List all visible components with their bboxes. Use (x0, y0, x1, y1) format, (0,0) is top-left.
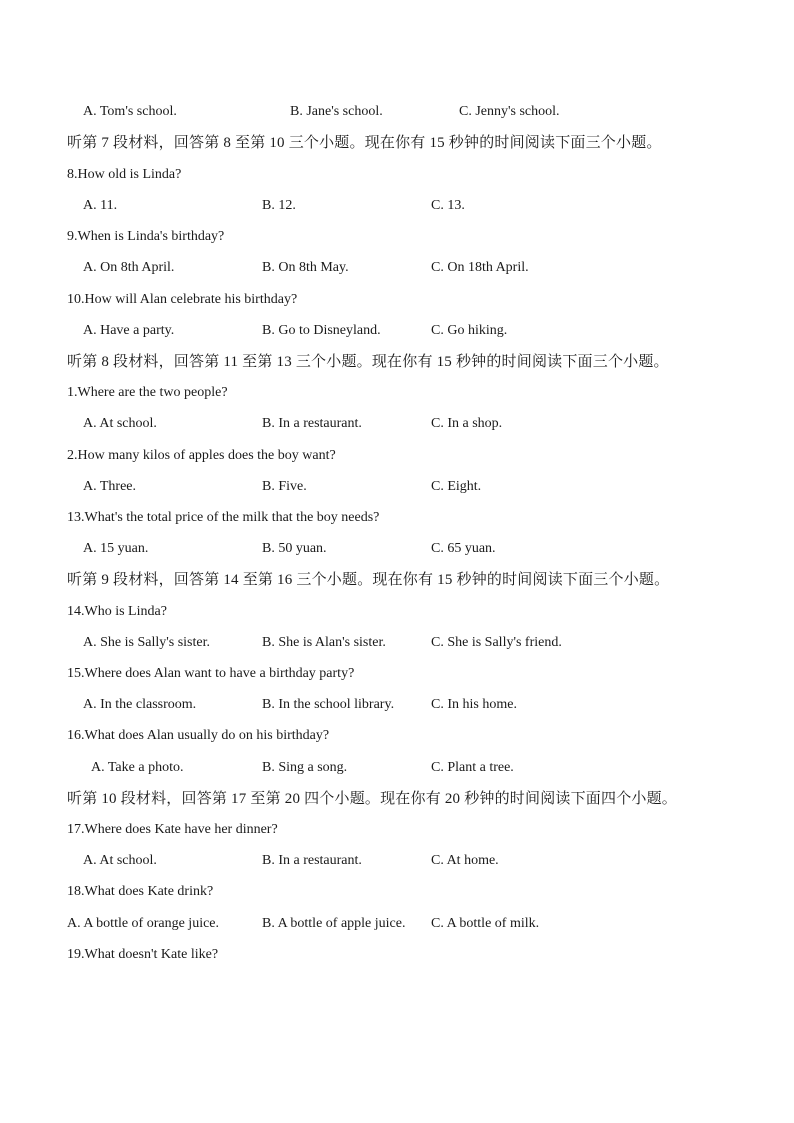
options-row (0, 476, 794, 498)
option-a: A. Take a photo. (91, 760, 184, 775)
section-heading: 听第 8 段材料，回答第 11 至第 13 三个小题。现在你有 15 秒钟的时间阅读下面三个小题。 (67, 354, 669, 370)
options-row (0, 320, 794, 342)
option-c: C. On 18th April. (431, 260, 529, 275)
option-c: C. 65 yuan. (431, 541, 496, 556)
option-c: C. Jenny's school. (459, 104, 560, 119)
option-a: A. On 8th April. (83, 260, 175, 275)
section-heading: 听第 9 段材料，回答第 14 至第 16 三个小题。现在你有 15 秒钟的时间阅读下面三个小题。 (67, 572, 670, 588)
option-a: A. At school. (83, 853, 157, 868)
question: 10.How will Alan celebrate his birthday? (67, 292, 298, 307)
option-b: B. In a restaurant. (262, 416, 362, 431)
options-row (0, 101, 794, 123)
options-row (0, 413, 794, 435)
option-b: B. 12. (262, 198, 296, 213)
options-row (0, 632, 794, 654)
option-b: B. Go to Disneyland. (262, 323, 381, 338)
option-b: B. In a restaurant. (262, 853, 362, 868)
options-row (0, 694, 794, 716)
option-c: C. Go hiking. (431, 323, 508, 338)
option-c: C. A bottle of milk. (431, 916, 540, 931)
option-a: A. 11. (83, 198, 118, 213)
question: 2.How many kilos of apples does the boy want? (67, 448, 336, 463)
options-row (0, 538, 794, 560)
option-b: B. She is Alan's sister. (262, 635, 386, 650)
option-b: B. Sing a song. (262, 760, 348, 775)
option-b: B. Five. (262, 479, 307, 494)
option-b: B. On 8th May. (262, 260, 349, 275)
option-a: A. Tom's school. (83, 104, 177, 119)
section-heading: 听第 10 段材料，回答第 17 至第 20 四个小题。现在你有 20 秒钟的时间阅读下面四个小题。 (67, 791, 678, 807)
options-row (0, 257, 794, 279)
option-a: A. In the classroom. (83, 697, 197, 712)
option-b: B. A bottle of apple juice. (262, 916, 406, 931)
option-c: C. She is Sally's friend. (431, 635, 562, 650)
question: 19.What doesn't Kate like? (67, 947, 219, 962)
options-row (0, 195, 794, 217)
question: 17.Where does Kate have her dinner? (67, 822, 278, 837)
question: 16.What does Alan usually do on his birthday? (67, 728, 330, 743)
option-c: C. At home. (431, 853, 499, 868)
question: 8.How old is Linda? (67, 167, 182, 182)
option-c: C. In a shop. (431, 416, 503, 431)
question: 9.When is Linda's birthday? (67, 229, 225, 244)
option-a: A. 15 yuan. (83, 541, 149, 556)
section-heading: 听第 7 段材料，回答第 8 至第 10 三个小题。现在你有 15 秒钟的时间阅读下面三个小题。 (67, 135, 662, 151)
option-c: C. Plant a tree. (431, 760, 514, 775)
option-a: A. Three. (83, 479, 136, 494)
options-row (0, 913, 794, 935)
option-b: B. 50 yuan. (262, 541, 327, 556)
question: 14.Who is Linda? (67, 604, 167, 619)
option-c: C. 13. (431, 198, 465, 213)
option-a: A. Have a party. (83, 323, 175, 338)
option-a: A. At school. (83, 416, 157, 431)
options-row (0, 850, 794, 872)
question: 15.Where does Alan want to have a birthday party? (67, 666, 355, 681)
question: 18.What does Kate drink? (67, 884, 214, 899)
question: 1.Where are the two people? (67, 385, 228, 400)
option-b: B. Jane's school. (290, 104, 383, 119)
option-a: A. She is Sally's sister. (83, 635, 210, 650)
option-c: C. In his home. (431, 697, 517, 712)
options-row (0, 757, 794, 779)
option-b: B. In the school library. (262, 697, 395, 712)
option-c: C. Eight. (431, 479, 482, 494)
question: 13.What's the total price of the milk that the boy needs? (67, 510, 380, 525)
option-a: A. A bottle of orange juice. (67, 916, 220, 931)
